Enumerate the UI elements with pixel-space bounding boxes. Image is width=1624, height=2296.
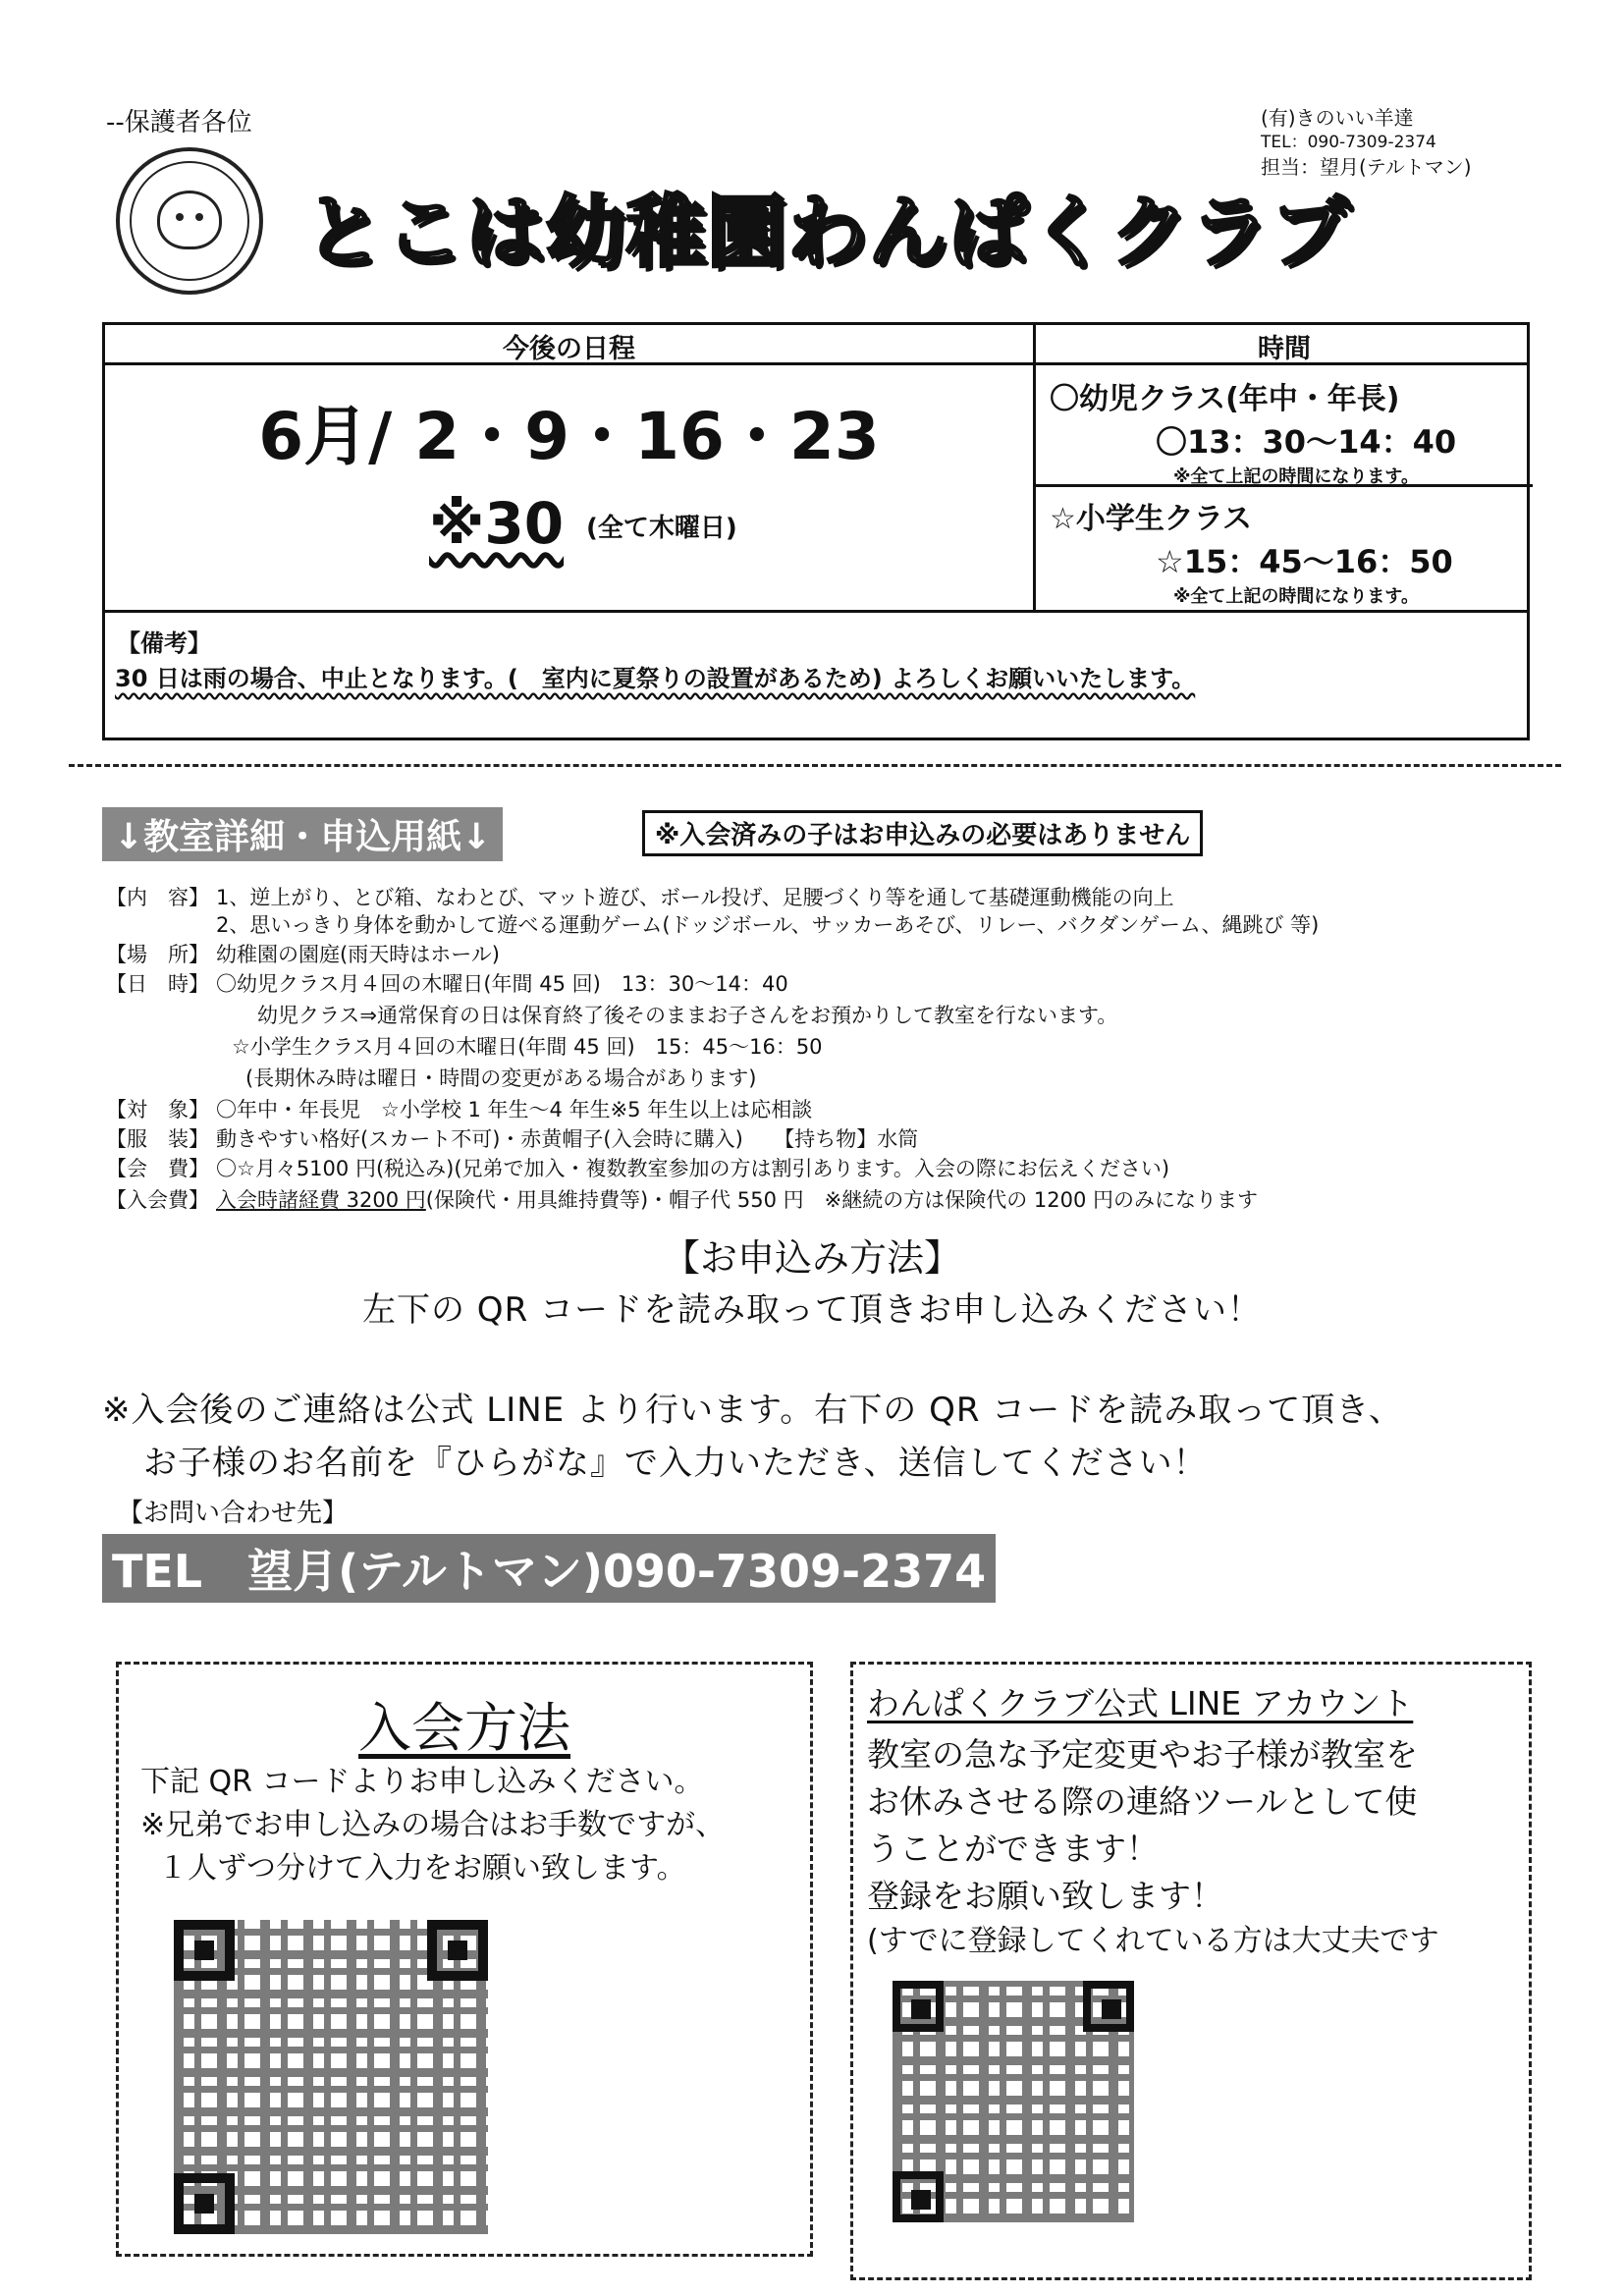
qr-finder: [427, 1920, 488, 1981]
join-line-3: １人ずつ分けて入力をお願い致します。: [158, 1851, 686, 1886]
entry-fee-note: (保険代・用具維持費等)・帽子代 550 円 ※継続の方は保険代の 1200 円のみになります: [425, 1188, 1259, 1212]
detail-text: 動きやすい格好(スカート不可)・赤黄帽子(入会時に購入) 【持ち物】水筒: [216, 1127, 919, 1151]
detail-text: 〇年中・年長児 ☆小学校 1 年生〜4 年生※5 年生以上は応相談: [216, 1098, 813, 1121]
line-text-3: うことができます！: [867, 1830, 1159, 1868]
join-method-box: [116, 1662, 813, 2257]
table-divider-remarks: [105, 610, 1527, 613]
line-text-1: 教室の急な予定変更やお子様が教室を: [867, 1735, 1418, 1774]
class2-name: ☆小学生クラス: [1050, 502, 1252, 536]
detail-text: 1、逆上がり、とび箱、なわとび、マット遊び、ボール投げ、足腰づくり等を通して基礎運動機能の向上: [216, 886, 1174, 909]
detail-text: 〇☆月々5100 円(税込み)(兄弟で加入・複数教室参加の方は割引あります。入会の際にお伝えください): [216, 1157, 1170, 1180]
column-header-schedule: 今後の日程: [503, 334, 635, 364]
detail-text: [216, 1184, 1258, 1214]
detail-label: 【場 所】: [106, 943, 209, 966]
join-method-title: 入会方法: [358, 1697, 570, 1759]
class1-time: 〇13：30〜14：40: [1156, 423, 1457, 461]
detail-text: 幼稚園の園庭(雨天時はホール): [216, 943, 500, 966]
company-name: (有)きのいい羊達: [1261, 106, 1414, 130]
detail-time-line4: (長期休み時は曜日・時間の変更がある場合があります): [245, 1066, 757, 1090]
line-qr-code-icon[interactable]: [893, 1981, 1134, 2222]
line-text-4: 登録をお願い致します！: [867, 1877, 1223, 1915]
after-join-note-2: お子様のお名前を『ひらがな』で入力いただき、送信してください！: [143, 1444, 1208, 1483]
remarks-text: 30 日は雨の場合、中止となります。( 室内に夏祭りの設置があるため) よろしくお願いいたします。: [115, 665, 1196, 692]
after-join-note-1: ※入会後のご連絡は公式 LINE より行います。右下の QR コードを読み取って頂き、: [102, 1391, 1403, 1430]
contact-person: 担当：望月(テルトマン): [1261, 155, 1472, 179]
line-account-title: わんぱくクラブ公式 LINE アカウント: [867, 1684, 1414, 1722]
line-text-2: お休みさせる際の連絡ツールとして使: [867, 1782, 1418, 1821]
line-account-box: [850, 1662, 1532, 2280]
column-header-time: 時間: [1258, 334, 1311, 364]
detail-label: 【日 時】: [106, 972, 209, 996]
company-tel: TEL：090-7309-2374: [1261, 133, 1436, 152]
class2-time: ☆15：45〜16：50: [1156, 543, 1453, 580]
join-line-2: ※兄弟でお申し込みの場合はお手数ですが、: [140, 1808, 726, 1842]
join-line-1: 下記 QR コードよりお申し込みください。: [140, 1765, 704, 1799]
qr-finder: [1083, 1981, 1134, 2032]
class2-note: ※全て上記の時間になります。: [1172, 586, 1419, 607]
extra-date: ※30: [429, 490, 565, 557]
qr-finder: [893, 1981, 944, 2032]
sheep-logo: [116, 147, 263, 295]
detail-content-line2: 2、思いっきり身体を動かして遊べる運動ゲーム(ドッジボール、サッカーあそび、リレー、バクダンゲーム、縄跳び 等): [216, 913, 1320, 937]
contact-heading: 【お問い合わせ先】: [118, 1499, 349, 1528]
remarks-label: 【備考】: [117, 629, 211, 657]
detail-label: 【服 装】: [106, 1127, 209, 1151]
section-label: ↓教室詳細・申込用紙↓: [102, 807, 503, 861]
detail-time-line3: ☆小学生クラス月４回の木曜日(年間 45 回) 15：45〜16：50: [232, 1035, 823, 1059]
page-title: とこは幼稚園わんぱくクラブ: [304, 187, 1351, 278]
table-divider-vertical: [1033, 325, 1036, 610]
logo-eye-left: [176, 213, 184, 221]
entry-fee-amount: 入会時諸経費 3200 円: [216, 1188, 426, 1212]
qr-finder: [174, 1920, 235, 1981]
section-note: ※入会済みの子はお申込みの必要はありません: [642, 810, 1203, 856]
detail-label: 【対 象】: [106, 1098, 209, 1121]
logo-eye-right: [195, 213, 203, 221]
schedule-table: [102, 322, 1530, 740]
detail-label: 【入会費】: [106, 1188, 209, 1212]
line-text-5: (すでに登録してくれている方は大丈夫です: [867, 1924, 1439, 1958]
detail-label: 【会 費】: [106, 1157, 209, 1180]
detail-label: 【内 容】: [106, 886, 209, 909]
apply-text: 左下の QR コードを読み取って頂きお申し込みください！: [362, 1290, 1262, 1330]
join-qr-code-icon[interactable]: [174, 1920, 488, 2234]
detail-text: 〇幼児クラス月４回の木曜日(年間 45 回) 13：30〜14：40: [216, 972, 788, 996]
class1-name: 〇幼児クラス(年中・年長): [1050, 382, 1400, 416]
cut-line: [69, 764, 1561, 767]
qr-finder: [174, 2173, 235, 2234]
detail-time-line2: 幼児クラス⇒通常保育の日は保育終了後そのままお子さんをお預かりして教室を行ないます。: [257, 1004, 1118, 1027]
extra-date-note: (全て木曜日): [586, 514, 737, 543]
apply-heading: 【お申込み方法】: [662, 1236, 961, 1280]
schedule-dates: 6月/ 2・9・16・23: [258, 399, 880, 474]
sheep-face-icon: [157, 191, 222, 249]
qr-finder: [893, 2171, 944, 2222]
class1-note: ※全て上記の時間になります。: [1172, 466, 1419, 487]
recipient-line: --保護者各位: [106, 108, 252, 137]
contact-tel[interactable]: TEL 望月(テルトマン)090-7309-2374: [102, 1534, 996, 1603]
